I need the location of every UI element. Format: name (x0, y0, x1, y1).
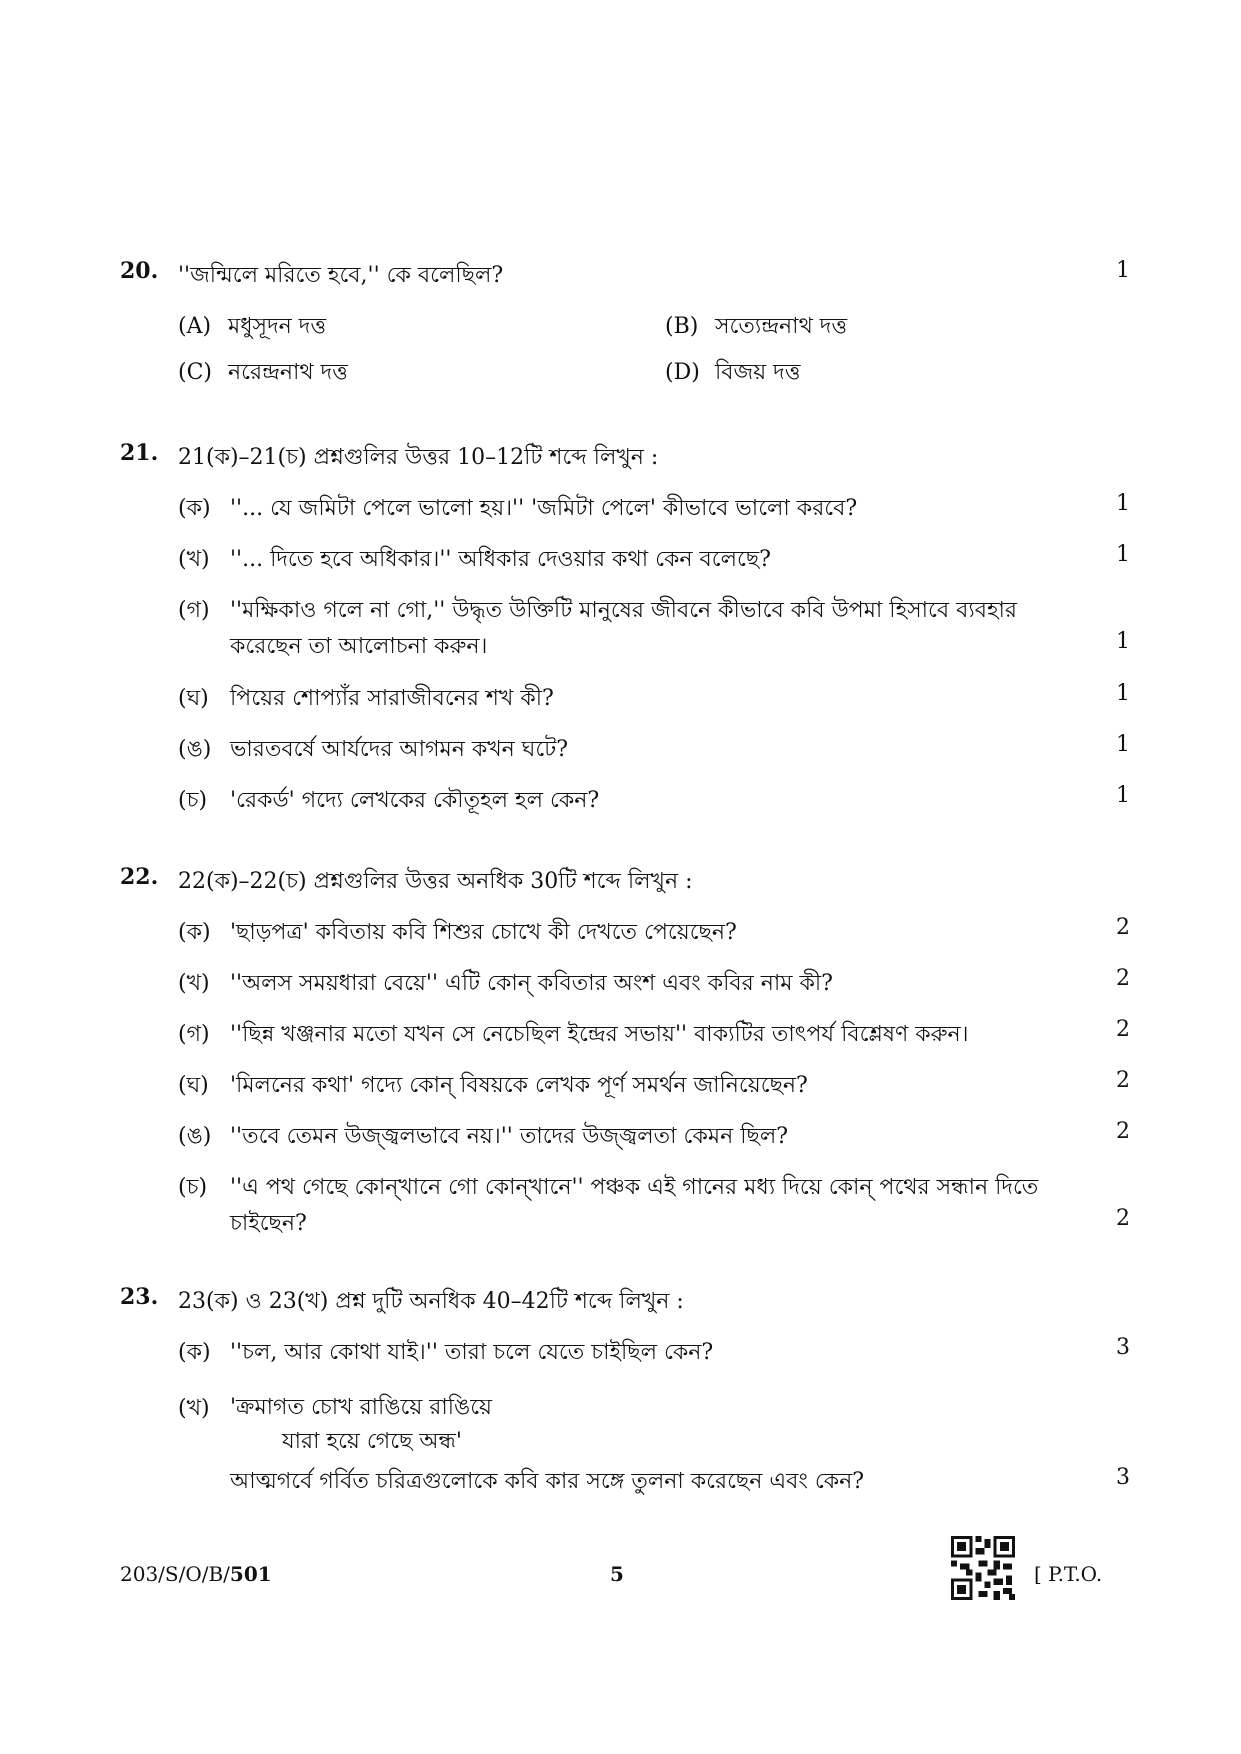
quoted-verse (230, 1391, 1090, 1499)
sub-label: (চ) (178, 1175, 208, 1200)
sub-label: (চ) (178, 788, 208, 813)
question-number: 20. (120, 258, 159, 284)
option-c (178, 355, 348, 392)
marks: 2 (1116, 1068, 1130, 1093)
marks: 2 (1116, 915, 1130, 940)
paper-code-prefix: 203/S/O/B/ (120, 1562, 230, 1586)
sub-question-text: ''চল, আর কোথা যাই।'' তারা চলে যেতে চাইছিল কেন? (230, 1340, 714, 1365)
option-text: বিজয় দত্ত (715, 360, 801, 385)
paper-code (120, 1562, 272, 1586)
sub-question-text: ভারতবর্ষে আর্যদের আগমন কখন ঘটে? (230, 737, 569, 762)
sub-label: (খ) (178, 1396, 210, 1421)
sub-question-text: ''... দিতে হবে অধিকার।'' অধিকার দেওয়ার কথা কেন বলেছে? (230, 547, 771, 572)
option-text: সত্যেন্দ্রনাথ দত্ত (715, 314, 848, 339)
sub-label: (ক) (178, 920, 211, 945)
sub-question-text: পিয়ের শোপ্যাঁর সারাজীবনের শখ কী? (230, 686, 554, 711)
sub-question-text: আত্মগর্বে গর্বিত চরিত্রগুলোকে কবি কার সঙ্গে তুলনা করেছেন এবং কেন? (230, 1469, 865, 1494)
sub-label: (খ) (178, 971, 210, 996)
question-number: 21. (120, 440, 159, 466)
marks: 2 (1116, 1017, 1130, 1042)
sub-question-text: 'রেকর্ড' গদ্যে লেখকের কৌতূহল হল কেন? (230, 788, 600, 813)
marks: 1 (1116, 542, 1130, 567)
qr-code-icon (951, 1536, 1015, 1600)
option-label: (C) (178, 360, 212, 385)
option-a (178, 309, 326, 346)
question-22 (120, 864, 1130, 1258)
sub-label: (গ) (178, 598, 210, 623)
sub-question-text: 'ছাড়পত্র' কবিতায় কবি শিশুর চোখে কী দেখতে পেয়েছেন? (230, 920, 737, 945)
sub-question-text: ''অলস সময়ধারা বেয়ে'' এটি কোন্ কবিতার অংশ এবং কবির নাম কী? (230, 971, 833, 996)
sub-label: (ক) (178, 1340, 211, 1365)
sub-label: (ঘ) (178, 1073, 209, 1098)
sub-question-text: ''মক্ষিকাও গলে না গো,'' উদ্ধৃত উক্তিটি মানুষের জীবনে কীভাবে কবি উপমা হিসাবে ব্যবহার করেছেন তা আলোচনা করুন। (230, 598, 1018, 659)
marks: 1 (1116, 783, 1130, 808)
option-d (665, 355, 800, 392)
marks: 1 (1116, 681, 1130, 706)
question-instruction: 22(ক)–22(চ) প্রশ্নগুলির উত্তর অনধিক 30টি শব্দে লিখুন : (178, 869, 693, 894)
sub-question-text: ''তবে তেমন উজ্জ্বলভাবে নয়।'' তাদের উজ্জ্বলতা কেমন ছিল? (230, 1124, 789, 1149)
option-b (665, 309, 847, 346)
marks: 3 (1116, 1335, 1130, 1360)
marks: 1 (1116, 491, 1130, 516)
marks: 1 (1116, 629, 1130, 654)
sub-question-text: 'মিলনের কথা' গদ্যে কোন্ বিষয়কে লেখক পূর্ণ সমর্থন জানিয়েছেন? (230, 1073, 808, 1098)
sub-label: (ঘ) (178, 686, 209, 711)
verse-line: যারা হয়ে গেছে অন্ধ' (282, 1429, 462, 1454)
marks: 2 (1116, 966, 1130, 991)
please-turn-over: [ P.T.O. (1034, 1562, 1103, 1586)
question-20 (120, 258, 1130, 406)
option-text: মধুসূদন দত্ত (228, 314, 327, 339)
question-text: ''জন্মিলে মরিতে হবে,'' কে বলেছিল? (178, 263, 504, 288)
marks: 1 (1116, 732, 1130, 757)
marks: 1 (1116, 258, 1130, 283)
sub-label: (খ) (178, 547, 210, 572)
option-label: (D) (665, 360, 700, 385)
sub-label: (ঙ) (178, 1124, 212, 1149)
marks: 2 (1116, 1119, 1130, 1144)
sub-question-text: ''ছিন্ন খঞ্জনার মতো যখন সে নেচেছিল ইন্দ্রের সভায়'' বাক্যটির তাৎপর্য বিশ্লেষণ করুন। (230, 1022, 969, 1047)
question-number: 23. (120, 1284, 159, 1310)
question-instruction: 23(ক) ও 23(খ) প্রশ্ন দুটি অনধিক 40–42টি শব্দে লিখুন : (178, 1289, 684, 1314)
option-text: নরেন্দ্রনাথ দত্ত (228, 360, 348, 385)
option-label: (A) (178, 314, 212, 339)
page-number: 5 (610, 1562, 624, 1586)
sub-label: (গ) (178, 1022, 210, 1047)
question-21 (120, 440, 1130, 834)
question-instruction: 21(ক)–21(চ) প্রশ্নগুলির উত্তর 10–12টি শব্দে লিখুন : (178, 445, 659, 470)
marks: 2 (1116, 1206, 1130, 1231)
question-23 (120, 1284, 1130, 1494)
marks: 3 (1116, 1465, 1130, 1490)
paper-code-number: 501 (229, 1562, 272, 1586)
sub-question-text: ''এ পথ গেছে কোন্খানে গো কোন্খানে'' পঞ্চক এই গানের মধ্য দিয়ে কোন্ পথের সন্ধান দিতে চাইছেন? (230, 1175, 1039, 1236)
sub-question-text: ''... যে জমিটা পেলে ভালো হয়।'' 'জমিটা পেলে' কীভাবে ভালো করবে? (230, 496, 858, 521)
question-number: 22. (120, 864, 159, 890)
verse-line: 'ক্রমাগত চোখ রাঙিয়ে রাঙিয়ে (230, 1395, 492, 1420)
option-label: (B) (665, 314, 699, 339)
sub-label: (ঙ) (178, 737, 212, 762)
sub-label: (ক) (178, 496, 211, 521)
